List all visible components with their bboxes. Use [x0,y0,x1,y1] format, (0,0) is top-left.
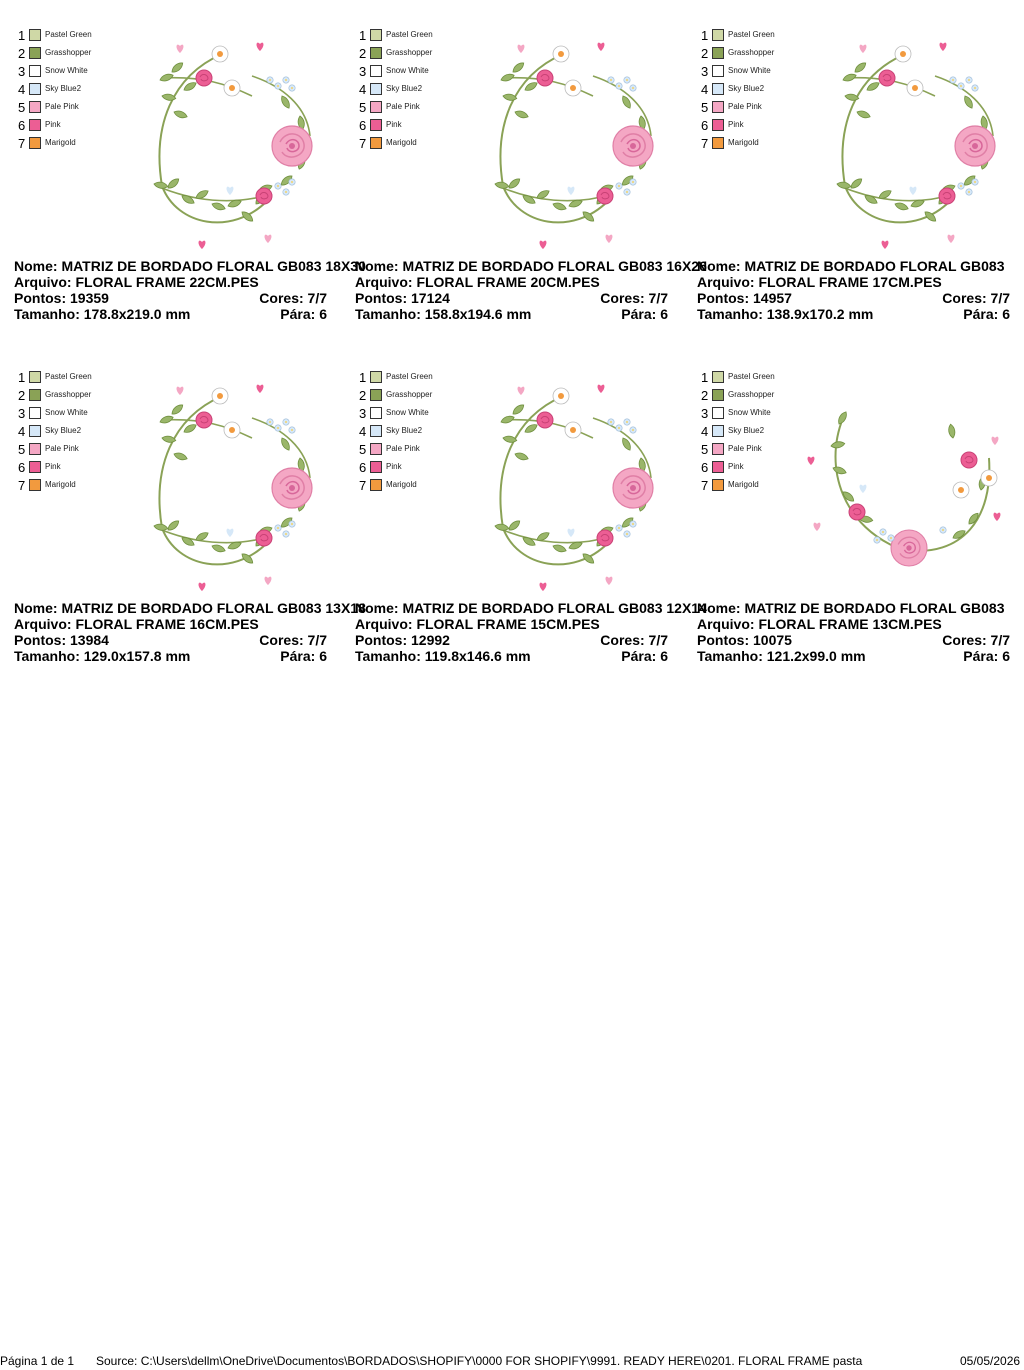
legend-row [701,44,775,62]
legend-row [359,422,433,440]
thread-legend [701,26,775,152]
color-swatch [29,389,41,401]
thread-name: Pale Pink [45,102,79,111]
thread-name: Pink [386,120,402,129]
size-row [697,306,1024,322]
legend-row [18,116,92,134]
color-swatch [370,461,382,473]
stitch-count: Pontos: 17124 [355,290,450,306]
thread-name: Pink [45,120,61,129]
thread-name: Snow White [45,408,88,417]
legend-number: 6 [701,459,709,475]
legend-row [359,458,433,476]
legend-number: 2 [359,45,367,61]
legend-row [18,62,92,80]
thread-name: Snow White [386,66,429,75]
legend-row [359,116,433,134]
color-swatch [712,425,724,437]
legend-number: 6 [359,459,367,475]
color-swatch [29,29,41,41]
legend-number: 7 [701,135,709,151]
color-swatch [370,479,382,491]
color-count: Cores: 7/7 [600,290,668,306]
source-path: Source: C:\Users\dellm\OneDrive\Documentos\BORDADOS\SHOPIFY\0000 FOR SHOPIFY\9991. READY HERE\0201. FLORAL FRAME pasta [96,1354,863,1368]
thread-name: Pastel Green [45,372,92,381]
legend-number: 5 [701,99,709,115]
color-swatch [29,461,41,473]
stitch-count: Pontos: 10075 [697,632,792,648]
thread-name: Pastel Green [728,372,775,381]
color-swatch [712,101,724,113]
design-name: Nome: MATRIZ DE BORDADO FLORAL GB083 [697,258,1005,274]
legend-number: 6 [701,117,709,133]
stop-count: Pára: 6 [963,306,1010,322]
design-size: Tamanho: 119.8x146.6 mm [355,648,531,664]
legend-number: 3 [701,63,709,79]
thread-name: Pale Pink [45,444,79,453]
legend-row [701,80,775,98]
legend-number: 2 [701,45,709,61]
thread-name: Marigold [728,480,759,489]
design-size: Tamanho: 178.8x219.0 mm [14,306,191,322]
color-swatch [712,29,724,41]
design-size: Tamanho: 138.9x170.2 mm [697,306,874,322]
color-swatch [29,425,41,437]
legend-row [701,368,775,386]
legend-row [359,476,433,494]
design-card [683,342,1024,662]
design-file: Arquivo: FLORAL FRAME 22CM.PES [14,274,259,290]
legend-number: 3 [18,405,26,421]
legend-number: 4 [359,423,367,439]
color-swatch [712,461,724,473]
embroidery-preview [793,370,1023,592]
color-swatch [29,371,41,383]
thread-name: Marigold [45,480,76,489]
design-file: Arquivo: FLORAL FRAME 17CM.PES [697,274,942,290]
color-swatch [370,443,382,455]
color-swatch [712,83,724,95]
embroidery-preview [110,28,340,250]
size-row [697,648,1024,664]
design-card [341,0,707,322]
thread-name: Pale Pink [728,102,762,111]
legend-row [701,26,775,44]
print-date: 05/05/2026 [960,1354,1021,1368]
legend-row [701,98,775,116]
stitch-row [697,632,1024,648]
legend-number: 7 [18,477,26,493]
embroidery-preview [110,370,340,592]
color-swatch [712,65,724,77]
stitch-count: Pontos: 13984 [14,632,109,648]
embroidery-preview [451,28,681,250]
legend-row [701,62,775,80]
legend-row [701,116,775,134]
design-card [0,342,366,664]
legend-row [359,368,433,386]
thread-name: Sky Blue2 [45,426,82,435]
design-name: Nome: MATRIZ DE BORDADO FLORAL GB083 13X18 [14,600,366,616]
design-file: Arquivo: FLORAL FRAME 13CM.PES [697,616,942,632]
legend-number: 2 [359,387,367,403]
thread-name: Pink [728,120,744,129]
legend-row [18,26,92,44]
legend-number: 1 [701,27,709,43]
legend-row [359,440,433,458]
design-name: Nome: MATRIZ DE BORDADO FLORAL GB083 12X14 [355,600,707,616]
color-swatch [712,371,724,383]
stitch-count: Pontos: 12992 [355,632,450,648]
color-swatch [370,29,382,41]
color-swatch [29,443,41,455]
design-size: Tamanho: 158.8x194.6 mm [355,306,532,322]
color-swatch [712,407,724,419]
legend-number: 2 [18,45,26,61]
thread-name: Sky Blue2 [728,426,765,435]
legend-row [701,422,775,440]
thread-legend [701,368,775,494]
legend-number: 5 [359,99,367,115]
thread-name: Grasshopper [728,390,775,399]
thread-name: Snow White [45,66,88,75]
thread-name: Pale Pink [386,102,420,111]
color-swatch [370,407,382,419]
color-count: Cores: 7/7 [942,290,1010,306]
color-swatch [712,137,724,149]
thread-name: Grasshopper [45,48,92,57]
legend-number: 1 [18,369,26,385]
color-swatch [29,65,41,77]
thread-name: Snow White [386,408,429,417]
design-name: Nome: MATRIZ DE BORDADO FLORAL GB083 16X26 [355,258,707,274]
color-swatch [29,101,41,113]
legend-row [18,134,92,152]
color-swatch [712,389,724,401]
design-file: Arquivo: FLORAL FRAME 20CM.PES [355,274,600,290]
thread-name: Pale Pink [386,444,420,453]
color-count: Cores: 7/7 [259,290,327,306]
embroidery-preview [451,370,681,592]
legend-number: 1 [359,369,367,385]
legend-number: 3 [18,63,26,79]
legend-row [359,26,433,44]
legend-number: 3 [701,405,709,421]
legend-number: 2 [18,387,26,403]
legend-row [359,404,433,422]
color-swatch [370,47,382,59]
thread-name: Marigold [45,138,76,147]
legend-number: 3 [359,63,367,79]
legend-number: 7 [18,135,26,151]
stitch-count: Pontos: 14957 [697,290,792,306]
stop-count: Pára: 6 [280,648,327,664]
thread-legend [359,26,433,152]
thread-name: Sky Blue2 [45,84,82,93]
color-swatch [370,425,382,437]
color-swatch [712,443,724,455]
thread-name: Marigold [728,138,759,147]
stitch-count: Pontos: 19359 [14,290,109,306]
stop-count: Pára: 6 [963,648,1010,664]
thread-name: Marigold [386,480,417,489]
legend-row [359,62,433,80]
legend-row [18,386,92,404]
thread-name: Pastel Green [386,372,433,381]
legend-row [18,458,92,476]
design-card [0,0,366,322]
legend-number: 7 [701,477,709,493]
legend-number: 6 [18,459,26,475]
thread-name: Sky Blue2 [728,84,765,93]
page-number: Página 1 de 1 [0,1354,75,1368]
color-swatch [370,119,382,131]
legend-row [359,98,433,116]
thread-name: Pastel Green [386,30,433,39]
design-file: Arquivo: FLORAL FRAME 16CM.PES [14,616,259,632]
legend-row [18,404,92,422]
legend-row [359,134,433,152]
color-count: Cores: 7/7 [600,632,668,648]
design-file: Arquivo: FLORAL FRAME 15CM.PES [355,616,600,632]
color-swatch [29,47,41,59]
legend-number: 6 [18,117,26,133]
legend-number: 1 [701,369,709,385]
legend-number: 5 [18,99,26,115]
thread-name: Grasshopper [45,390,92,399]
color-swatch [370,371,382,383]
legend-row [701,386,775,404]
design-info [697,600,1024,664]
color-swatch [29,479,41,491]
legend-number: 5 [701,441,709,457]
legend-row [18,440,92,458]
legend-row [701,440,775,458]
legend-row [18,98,92,116]
legend-row [359,44,433,62]
color-count: Cores: 7/7 [259,632,327,648]
design-name: Nome: MATRIZ DE BORDADO FLORAL GB083 [697,600,1005,616]
design-name: Nome: MATRIZ DE BORDADO FLORAL GB083 18X30 [14,258,366,274]
thread-name: Snow White [728,408,771,417]
design-card [683,0,1024,320]
legend-number: 1 [18,27,26,43]
thread-name: Snow White [728,66,771,75]
stop-count: Pára: 6 [621,648,668,664]
legend-number: 2 [701,387,709,403]
legend-number: 5 [359,441,367,457]
legend-row [18,80,92,98]
color-swatch [370,389,382,401]
thread-name: Sky Blue2 [386,84,423,93]
thread-legend [18,26,92,152]
legend-number: 1 [359,27,367,43]
legend-row [701,476,775,494]
stop-count: Pára: 6 [280,306,327,322]
thread-name: Grasshopper [728,48,775,57]
thread-name: Pastel Green [45,30,92,39]
thread-legend [18,368,92,494]
thread-name: Pink [386,462,402,471]
thread-name: Marigold [386,138,417,147]
design-info [697,258,1024,322]
design-card [341,342,707,664]
thread-name: Pale Pink [728,444,762,453]
color-swatch [29,407,41,419]
thread-legend [359,368,433,494]
color-swatch [29,83,41,95]
legend-number: 4 [18,81,26,97]
color-swatch [370,65,382,77]
color-swatch [712,119,724,131]
color-swatch [370,83,382,95]
thread-name: Pink [728,462,744,471]
thread-name: Sky Blue2 [386,426,423,435]
color-swatch [370,101,382,113]
color-swatch [29,119,41,131]
color-swatch [29,137,41,149]
legend-number: 4 [701,423,709,439]
legend-row [359,386,433,404]
legend-number: 5 [18,441,26,457]
legend-row [701,134,775,152]
legend-row [701,458,775,476]
legend-number: 7 [359,135,367,151]
legend-number: 4 [18,423,26,439]
design-size: Tamanho: 129.0x157.8 mm [14,648,191,664]
legend-number: 4 [359,81,367,97]
design-size: Tamanho: 121.2x99.0 mm [697,648,866,664]
embroidery-preview [793,28,1023,250]
legend-row [701,404,775,422]
color-swatch [712,479,724,491]
legend-row [18,44,92,62]
legend-number: 6 [359,117,367,133]
legend-number: 3 [359,405,367,421]
legend-number: 4 [701,81,709,97]
legend-row [359,80,433,98]
legend-number: 7 [359,477,367,493]
thread-name: Pink [45,462,61,471]
stop-count: Pára: 6 [621,306,668,322]
legend-row [18,476,92,494]
stitch-row [697,290,1024,306]
color-swatch [370,137,382,149]
color-swatch [712,47,724,59]
legend-row [18,368,92,386]
color-count: Cores: 7/7 [942,632,1010,648]
thread-name: Pastel Green [728,30,775,39]
thread-name: Grasshopper [386,48,433,57]
thread-name: Grasshopper [386,390,433,399]
legend-row [18,422,92,440]
